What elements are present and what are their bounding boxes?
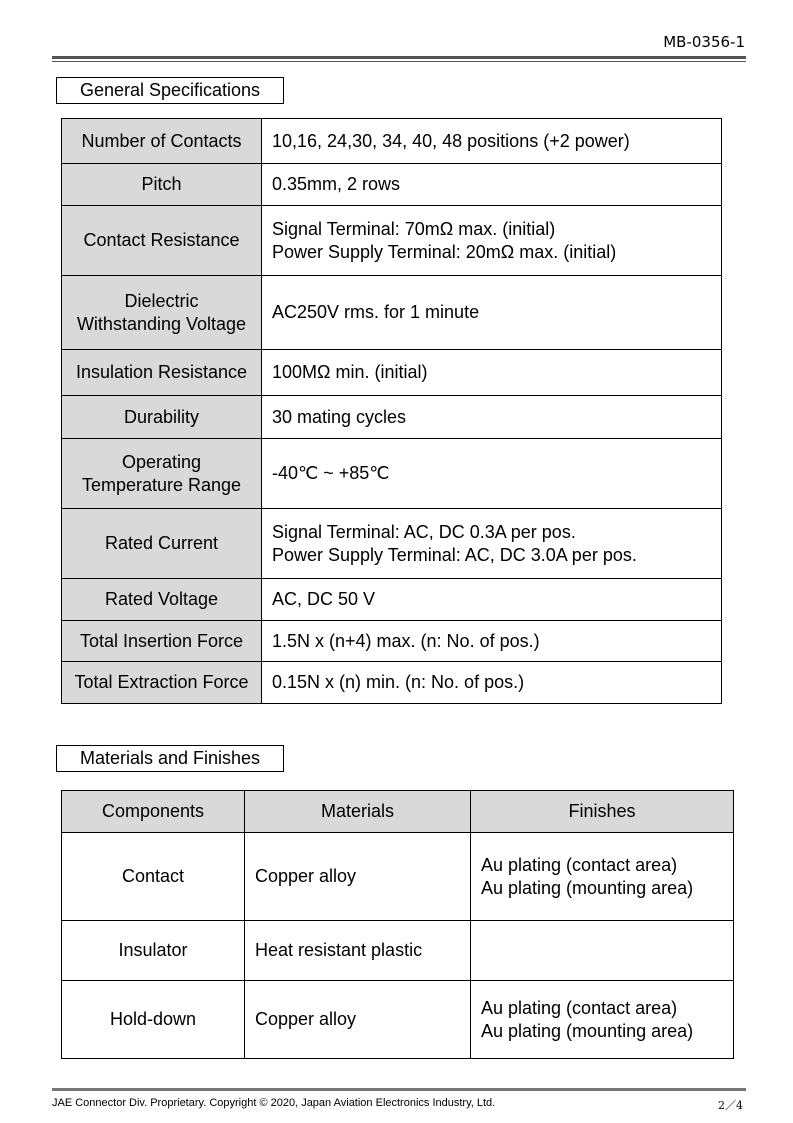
table-header-row (62, 791, 734, 833)
table-row (62, 276, 722, 350)
spec-key: Pitch (62, 164, 262, 206)
copyright-notice: JAE Connector Div. Proprietary. Copyright © 2020, Japan Aviation Electronics Industry, Ltd. (52, 1097, 496, 1109)
header-rule-thick (52, 56, 746, 59)
spec-key: Contact Resistance (62, 206, 262, 276)
value-line: Signal Terminal: 70mΩ max. (initial) (272, 218, 556, 239)
spec-key: Total Extraction Force (62, 662, 262, 704)
key-line: Operating (121, 451, 202, 472)
table-row (62, 662, 722, 704)
spec-value: AC, DC 50 V (262, 579, 722, 621)
table-row (62, 981, 734, 1059)
spec-key (62, 439, 262, 509)
finish-line: Au plating (mounting area) (481, 1020, 694, 1041)
finish-line: Au plating (mounting area) (481, 877, 694, 898)
column-header-components: Components (62, 791, 245, 833)
table-row (62, 921, 734, 981)
spec-key: Durability (62, 396, 262, 439)
table-row (62, 621, 722, 662)
general-specifications-table (61, 118, 722, 704)
component-cell: Insulator (62, 921, 245, 981)
page-number: 2／4 (718, 1099, 743, 1112)
value-line: Power Supply Terminal: AC, DC 3.0A per pos. (272, 544, 637, 565)
spec-value: -40℃ ~ +85℃ (262, 439, 722, 509)
table-row (62, 439, 722, 509)
spec-value (262, 509, 722, 579)
table-row (62, 206, 722, 276)
key-line: Temperature Range (81, 474, 242, 495)
spec-value: 0.35mm, 2 rows (262, 164, 722, 206)
spec-key: Rated Voltage (62, 579, 262, 621)
spec-key (62, 276, 262, 350)
spec-key: Insulation Resistance (62, 350, 262, 396)
table-row (62, 396, 722, 439)
spec-value: 30 mating cycles (262, 396, 722, 439)
material-cell: Copper alloy (245, 833, 471, 921)
table-row (62, 833, 734, 921)
materials-finishes-title: Materials and Finishes (56, 745, 284, 772)
finish-line: Au plating (contact area) (481, 997, 678, 1018)
spec-value: 100MΩ min. (initial) (262, 350, 722, 396)
value-line: Signal Terminal: AC, DC 0.3A per pos. (272, 521, 576, 542)
column-header-finishes: Finishes (471, 791, 734, 833)
key-line: Dielectric (124, 290, 199, 311)
component-cell: Contact (62, 833, 245, 921)
finish-cell (471, 921, 734, 981)
spec-key: Total Insertion Force (62, 621, 262, 662)
finish-cell (471, 981, 734, 1059)
table-row (62, 164, 722, 206)
table-row (62, 350, 722, 396)
finish-cell (471, 833, 734, 921)
spec-key: Rated Current (62, 509, 262, 579)
header-rule-thin (52, 61, 746, 62)
spec-value: 10,16, 24,30, 34, 40, 48 positions (+2 power) (262, 119, 722, 164)
material-cell: Copper alloy (245, 981, 471, 1059)
table-row (62, 119, 722, 164)
spec-value: 1.5N x (n+4) max. (n: No. of pos.) (262, 621, 722, 662)
materials-finishes-table (61, 790, 734, 1059)
column-header-materials: Materials (245, 791, 471, 833)
footer-rule (52, 1088, 746, 1091)
key-line: Withstanding Voltage (76, 313, 247, 334)
spec-value (262, 206, 722, 276)
component-cell: Hold-down (62, 981, 245, 1059)
value-line: Power Supply Terminal: 20mΩ max. (initial) (272, 241, 617, 262)
spec-value: AC250V rms. for 1 minute (262, 276, 722, 350)
general-specifications-title: General Specifications (56, 77, 284, 104)
document-number: MB-0356-1 (663, 33, 745, 51)
table-row (62, 579, 722, 621)
table-row (62, 509, 722, 579)
spec-key: Number of Contacts (62, 119, 262, 164)
finish-line: Au plating (contact area) (481, 854, 678, 875)
spec-value: 0.15N x (n) min. (n: No. of pos.) (262, 662, 722, 704)
material-cell: Heat resistant plastic (245, 921, 471, 981)
